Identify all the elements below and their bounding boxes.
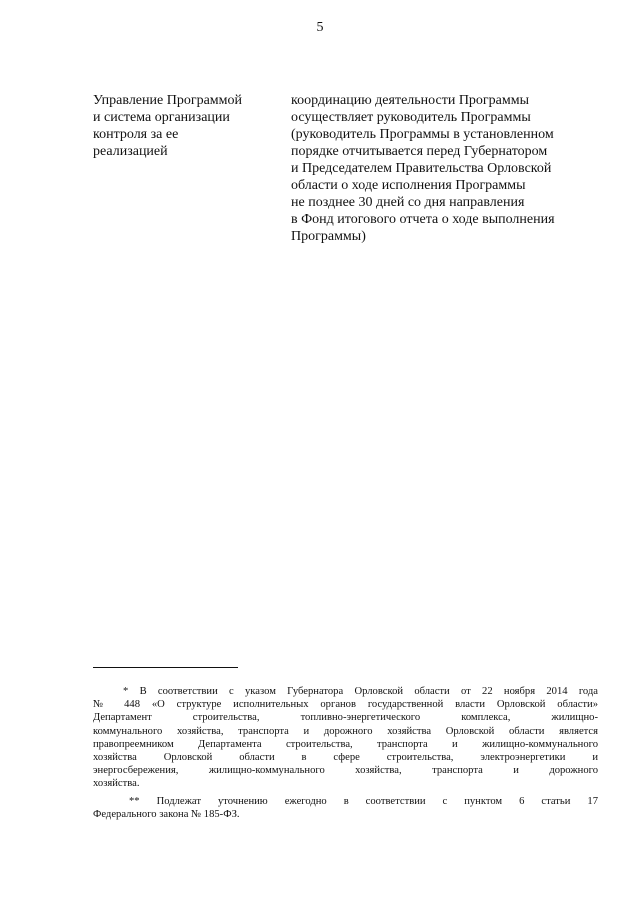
label-line: контроля за ее: [93, 127, 179, 142]
content-line: порядке отчитывается перед Губернатором: [291, 144, 548, 159]
label-line: Управление Программой: [93, 93, 242, 108]
content-line: Программы): [291, 229, 366, 244]
content-line: осуществляет руководитель Программы: [291, 110, 531, 125]
page-number: 5: [316, 20, 324, 35]
footnotes: [93, 685, 598, 821]
footnote-line: Департамент строительства, топливно-энергетического комплекса, жилищно-: [93, 712, 598, 724]
table-cell-content: [291, 92, 611, 245]
content-line: в Фонд итогового отчета о ходе выполнения: [291, 212, 555, 227]
footnote-line: правопреемником Департамента строительства, транспорта и жилищно-коммунального: [93, 738, 598, 750]
footnote-line: хозяйства Орловской области в сфере строительства, электроэнергетики и: [93, 752, 598, 764]
footnote-line: хозяйства.: [93, 778, 140, 790]
label-line: и система организации: [93, 110, 230, 125]
label-line: реализацией: [93, 144, 168, 159]
footnote-line: Федерального закона № 185-ФЗ.: [93, 808, 240, 820]
footnote-line: ** Подлежат уточнению ежегодно в соответствии с пунктом 6 статьи 17: [129, 795, 598, 807]
footnote-line: энергосбережения, жилищно-коммунального хозяйства, транспорта и дорожного: [93, 765, 598, 777]
footnote-line: коммунального хозяйства, транспорта и дорожного хозяйства Орловской области является: [93, 725, 598, 737]
footnote-separator: [93, 667, 238, 668]
content-line: и Председателем Правительства Орловской: [291, 161, 552, 176]
content-line: (руководитель Программы в установленном: [291, 127, 554, 142]
content-line: не позднее 30 дней со дня направления: [291, 195, 525, 210]
table-cell-label: [93, 92, 268, 160]
content-line: области о ходе исполнения Программы: [291, 178, 526, 193]
footnote-line: № 448 «О структуре исполнительных органов государственной власти Орловской области»: [93, 699, 598, 711]
footnote-line: * В соответствии с указом Губернатора Орловской области от 22 ноября 2014 года: [123, 686, 598, 697]
content-line: координацию деятельности Программы: [291, 93, 530, 108]
